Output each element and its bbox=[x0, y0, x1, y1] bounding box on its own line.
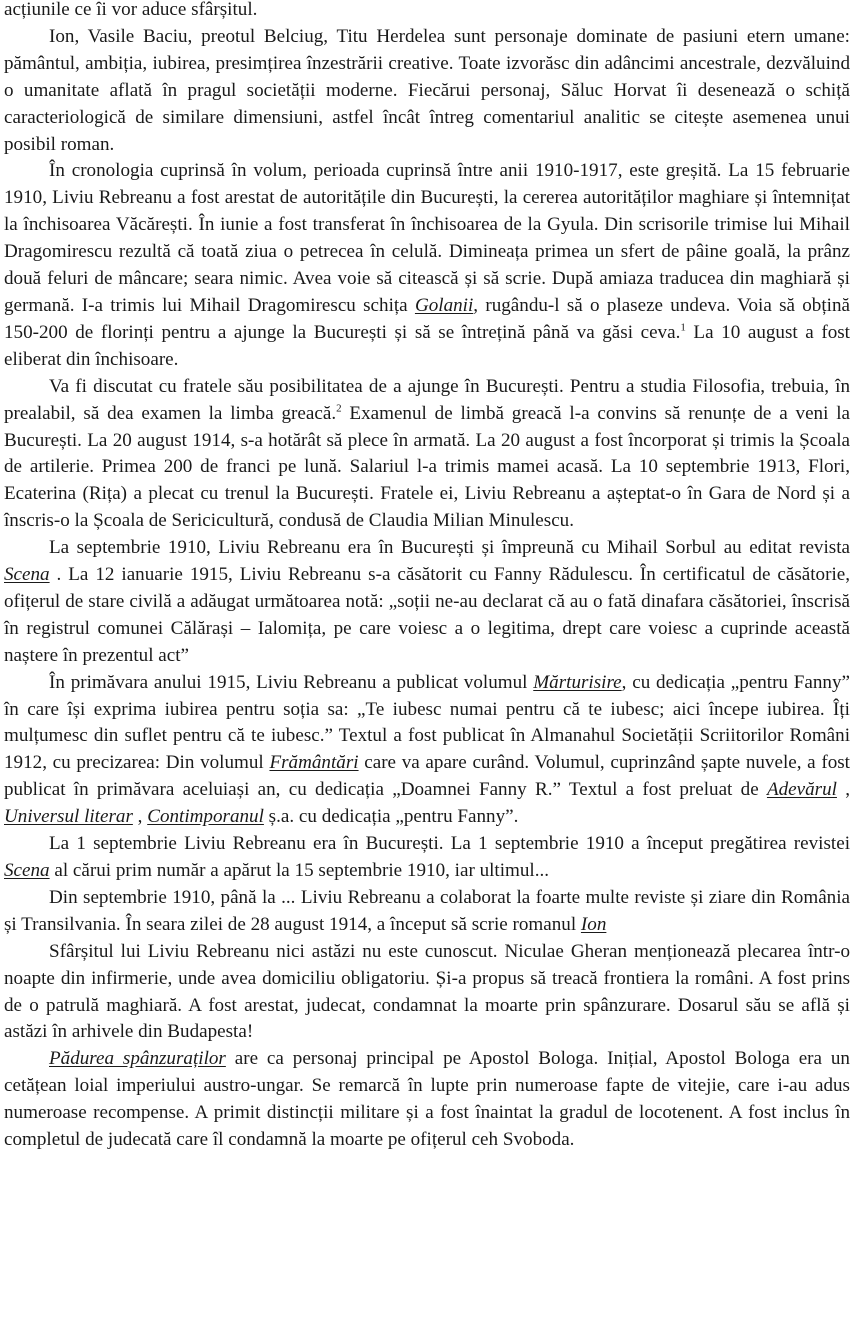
footnote-marker: 1 bbox=[680, 321, 686, 334]
text-run: La 10 august a fost eliberat din închisoare. bbox=[4, 321, 850, 370]
text-run: ș.a. cu dedicația „pentru Fanny”. bbox=[263, 806, 519, 828]
paragraph bbox=[4, 535, 850, 670]
text-run: Examenul de limbă greacă l-a convins să renunțe de a veni la București. La 20 august 1914, s-a hotărât să plece în armată. La 20 august a fost încorporat și trimis la Școala de artilerie. Primea 200 de franci pe lună. Salariul l-a trimis mamei acasă. La 10 septembrie 1913, Flori, Ecaterina (Rița) a plecat cu trenul la București. Fratele ei, Liviu Rebreanu a așteptat-o în Gara de Nord și a înscris-o la Școala de Sericicultură, condusă de Claudia Milian Minulescu. bbox=[4, 402, 850, 532]
text-run: Va fi discutat cu fratele său posibilitatea de a ajunge în București. Pentru a studia Filosofia, trebuia, în prealabil, să dea examen la limba greacă. bbox=[4, 375, 850, 424]
text-run: Ion, Vasile Baciu, preotul Belciug, Titu Herdelea sunt personaje dominate de pasiuni etern umane: pământul, ambiția, iubirea, presimțirea înzestrării creative. Toate izvorăsc din adâncimi ancestrale, dezvăluind o umanitate aflată în pragul societății moderne. Fiecărui personaj, Săluc Horvat îi desenează o schiță caracteriologică de similare dimensiuni, astfel încât întreg comentariul analitic se citește asemenea unui posibil roman. bbox=[4, 25, 850, 155]
paragraph bbox=[4, 374, 850, 535]
work-title: Adevărul bbox=[766, 779, 837, 801]
footnote-marker: 2 bbox=[336, 402, 342, 415]
text-run: Din septembrie 1910, până la ... Liviu Rebreanu a colaborat la foarte multe reviste și ziare din România și Transilvania. În seara zilei de 28 august 1914, a început să scrie romanul bbox=[4, 886, 850, 935]
work-title: Scena bbox=[4, 564, 50, 586]
paragraph bbox=[4, 1046, 850, 1154]
text-run: La septembrie 1910, Liviu Rebreanu era în București și împreună cu Mihail Sorbul au editat revista bbox=[49, 537, 850, 559]
text-run: Sfârșitul lui Liviu Rebreanu nici astăzi nu este cunoscut. Niculae Gheran menționează plecarea într-o noapte din infirmerie, unde avea domiciliu obligatoriu. Și-a propus să treacă frontiera la români. A fost prins de o patrulă maghiară. A fost arestat, judecat, condamnat la moarte prin spânzurare. Dosarul său se află și astăzi în arhivele din Budapesta! bbox=[4, 940, 850, 1043]
text-run: . La 12 ianuarie 1915, Liviu Rebreanu s-a căsătorit cu Fanny Rădulescu. În certificatul de căsătorie, ofițerul de stare civilă a adăugat următoarea notă: „soții ne-au declarat că au o fată dinafara căsătoriei, înscrisă în registrul comunei Călărași – Ialomița, pe care voiesc a o legitima, drept care voiesc a cuprinde această naștere în prezentul act” bbox=[4, 564, 850, 666]
paragraph bbox=[4, 0, 850, 24]
text-run: , rugându-l să o plaseze undeva. Voia să obțină 150-200 de florinți pentru a ajunge la București și să se întrețină până va găsi ceva. bbox=[4, 294, 850, 343]
text-run: are ca personaj principal pe Apostol Bologa. Inițial, Apostol Bologa era un cetățean loial imperiului austro-ungar. Se remarcă în lupte prin numeroase fapte de vitejie, care i-au adus numeroase recompense. A primit distincții militare și a fost înaintat la gradul de locotenent. A fost inclus în completul de judecată care îl condamnă la moarte pe ofițerul ceh Svoboda. bbox=[4, 1048, 850, 1151]
text-run: În primăvara anului 1915, Liviu Rebreanu a publicat volumul bbox=[49, 671, 534, 693]
work-title: Ion bbox=[580, 913, 607, 935]
text-run: La 1 septembrie Liviu Rebreanu era în București. La 1 septembrie 1910 a început pregătirea revistei bbox=[49, 833, 850, 855]
document-page bbox=[4, 0, 850, 1154]
work-title: Mărturisire bbox=[533, 671, 622, 693]
work-title: Scena bbox=[4, 860, 50, 881]
text-run: , cu dedicația „pentru Fanny” în care își exprima iubirea pentru soția sa: „Te iubesc numai pentru că te iubesc; aici începe iubirea. Îți mulțumesc din suflet pentru că te iubesc.” Textul a fost publicat în Almanahul Societății Scriitorilor Români 1912, cu precizarea: Din volumul bbox=[4, 671, 850, 774]
work-title: Contimporanul bbox=[147, 806, 264, 828]
paragraph bbox=[4, 939, 850, 1047]
text-run: care va apare curând. Volumul, cuprinzând șapte nuvele, a fost publicat în primăvara aceluiași an, cu dedicația „Doamnei Fanny R.” Textul a fost preluat de bbox=[4, 752, 850, 801]
text-run: În cronologia cuprinsă în volum, perioada cuprinsă între anii 1910-1917, este greșită. La 15 februarie 1910, Liviu Rebreanu a fost arestat de autoritățile din București, la cererea autorităților maghiare și întemnițat la închisoarea Văcărești. În iunie a fost transferat în închisoarea de la Gyula. Din scrisorile trimise lui Mihail Dragomirescu rezultă că toată ziua o petrecea în celulă. Dimineața primea un sfert de pâine goală, la prânz două feluri de mâncare; seara nimic. Avea voie să citească și să scrie. După amiaza traducea din maghiară și germană. I-a trimis lui Mihail Dragomirescu schița bbox=[4, 160, 850, 316]
work-title: Pădurea spânzuraților bbox=[49, 1048, 226, 1070]
paragraph bbox=[4, 831, 850, 885]
work-title: Universul literar bbox=[4, 806, 133, 828]
text-run: , bbox=[836, 779, 851, 801]
work-title: Golanii bbox=[414, 294, 474, 316]
work-title: Frământări bbox=[269, 752, 359, 774]
text-run: , bbox=[132, 806, 148, 828]
paragraph bbox=[4, 24, 850, 159]
text-run: al cărui prim număr a apărut la 15 septembrie 1910, iar ultimul... bbox=[49, 860, 550, 881]
text-run: acțiunile ce îi vor aduce sfârșitul. bbox=[4, 0, 258, 20]
paragraph bbox=[4, 885, 850, 939]
paragraph bbox=[4, 158, 850, 373]
paragraph bbox=[4, 670, 850, 831]
